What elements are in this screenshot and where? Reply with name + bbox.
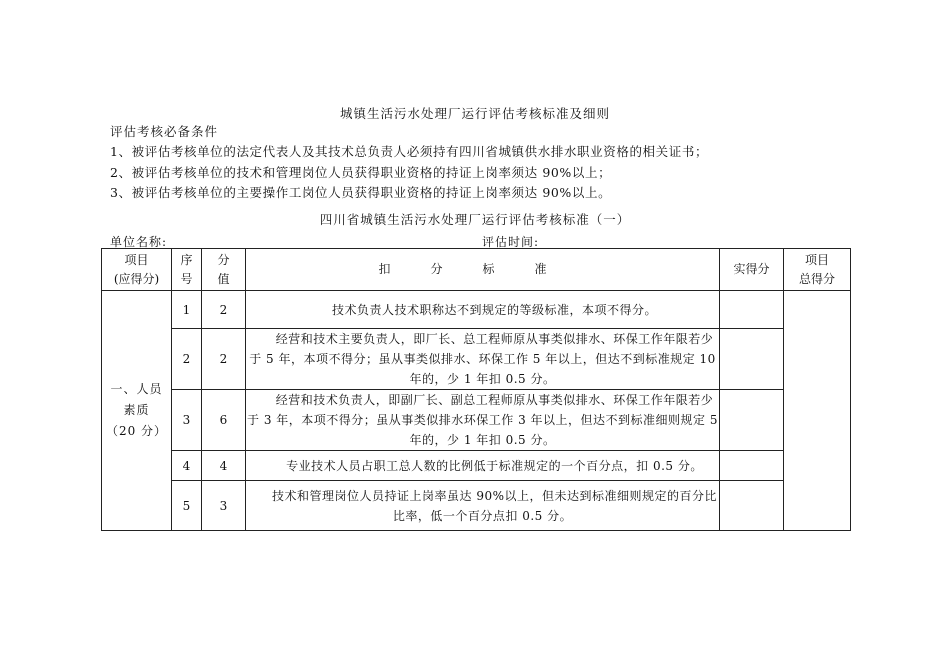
table-row	[102, 390, 851, 451]
header-actual-score	[720, 249, 784, 291]
prerequisite-item-2: 2、被评估考核单位的技术和管理岗位人员获得职业资格的持证上岗率须达 90%以上；	[110, 165, 612, 180]
table-row	[102, 291, 851, 329]
row-number: 1	[172, 291, 202, 329]
table-title: 四川省城镇生活污水处理厂运行评估考核标准（一）	[319, 212, 631, 227]
header-score	[202, 249, 246, 291]
row-actual-score-cell[interactable]	[720, 451, 784, 481]
header-category-line1: 项目	[124, 252, 149, 267]
document-title: 城镇生活污水处理厂运行评估考核标准及细则	[339, 106, 610, 121]
header-category-line2: (应得分)	[113, 271, 160, 286]
table-row	[102, 451, 851, 481]
prerequisite-item-3: 3、被评估考核单位的主要操作工岗位人员获得职业资格的持证上岗率须达 90%以上。	[110, 185, 612, 200]
total-score-cell[interactable]	[784, 291, 851, 531]
header-actual-score-label: 实得分	[733, 262, 770, 276]
header-score-line2: 值	[217, 271, 230, 286]
prerequisite-item-1: 1、被评估考核单位的法定代表人及其技术总负责人必须持有四川省城镇供水排水职业资格的相关证书；	[110, 144, 709, 159]
header-total-line2: 总得分	[798, 271, 835, 286]
header-number-line1: 序	[180, 252, 193, 267]
assessment-table	[101, 248, 851, 531]
category-line1: 一、人员	[110, 382, 163, 396]
row-actual-score-cell[interactable]	[720, 481, 784, 531]
row-criteria: 经营和技术负责人，即副厂长、副总工程师原从事类似排水、环保工作年限若少于 3 年，本项不得分；虽从事类似排水环保工作 3 年以上，但达不到标准细则规定 5 年的，少 1 年扣 0.5 分。	[246, 390, 720, 451]
category-line3: （20 分）	[105, 424, 168, 438]
table-row	[102, 329, 851, 390]
table-row	[102, 481, 851, 531]
row-criteria: 专业技术人员占职工总人数的比例低于标准规定的一个百分点，扣 0.5 分。	[246, 451, 720, 481]
header-category	[102, 249, 172, 291]
row-score: 4	[202, 451, 246, 481]
row-actual-score-cell[interactable]	[720, 329, 784, 390]
row-criteria: 技术和管理岗位人员持证上岗率虽达 90%以上，但未达到标准细则规定的百分比比率，低一个百分点扣 0.5 分。	[246, 481, 720, 531]
table-header-row	[102, 249, 851, 291]
row-actual-score-cell[interactable]	[720, 390, 784, 451]
header-number-line2: 号	[180, 271, 193, 286]
row-criteria: 技术负责人技术职称达不到规定的等级标准，本项不得分。	[246, 291, 720, 329]
row-score: 3	[202, 481, 246, 531]
row-number: 4	[172, 451, 202, 481]
category-cell	[102, 291, 172, 531]
row-number: 2	[172, 329, 202, 390]
prerequisites-heading: 评估考核必备条件	[110, 124, 219, 139]
header-criteria	[246, 249, 720, 291]
row-criteria: 经营和技术主要负责人，即厂长、总工程师原从事类似排水、环保工作年限若少于 5 年，本项不得分；虽从事类似排水、环保工作 5 年以上，但达不到标准规定 10 年的，少 1 年扣 0.5 分。	[246, 329, 720, 390]
header-criteria-label: 扣分标准	[378, 262, 587, 276]
row-score: 2	[202, 329, 246, 390]
category-line2: 素质	[123, 403, 150, 417]
header-total-score	[784, 249, 851, 291]
header-total-line1: 项目	[804, 252, 829, 267]
header-score-line1: 分	[217, 252, 230, 267]
unit-name-label: 单位名称:	[110, 235, 168, 249]
row-number: 5	[172, 481, 202, 531]
row-actual-score-cell[interactable]	[720, 291, 784, 329]
header-number	[172, 249, 202, 291]
row-number: 3	[172, 390, 202, 451]
row-score: 6	[202, 390, 246, 451]
evaluation-time-label: 评估时间:	[482, 235, 540, 249]
row-score: 2	[202, 291, 246, 329]
